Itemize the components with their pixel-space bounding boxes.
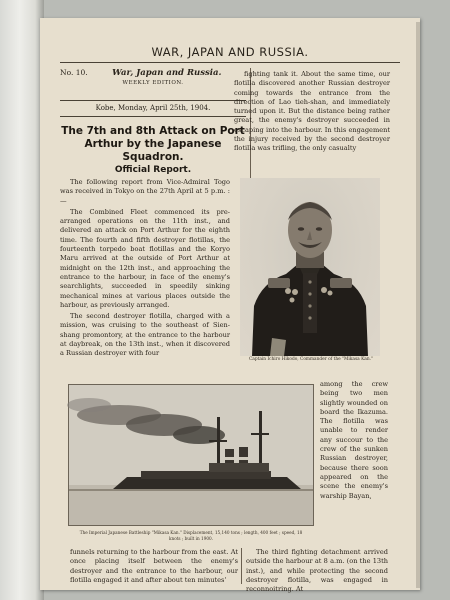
masthead-rule-bottom [60,116,246,117]
issue-number: No. 10. [60,68,88,77]
article-column-bottom-left [70,548,238,584]
page-edge [416,22,420,588]
article-column-left [60,178,230,376]
article-column-right-top [234,70,390,174]
battleship-image [69,385,313,525]
paragraph: funnels returning to the harbour from the east. At once placing itself between the enemy's destroyer and the entrance to the harbour, our flotilla engaged it and after about ten minutes' [70,548,238,584]
paragraph: The following report from Vice-Admiral Togo was received in Tokyo on the 27th April at 5 p.m. :— [60,178,230,205]
portrait-caption: Captain Ichiro Hikodo, Commander of the "Mikasa Kan." [249,357,373,362]
masthead [60,68,246,86]
newspaper-page [40,18,420,594]
header-rule [60,62,400,63]
album-binding [0,0,44,600]
portrait-photo [240,178,380,356]
battleship-photo [68,384,314,526]
paragraph: The Combined Fleet commenced its pre-arranged operations on the 11th inst., and delivered an attack on Port Arthur for the eighth time. The fourth and fifth destroyer flotillas, the fourteenth torpedo boat flotillas and the Koryo Maru arrived at the outside of Port Arthur at midnight on the 12th inst., and approaching the entrance to the harbour, in face of the enemy's searchlights, succeeded in speedily sinking mechanical mines at various places outside the harbour, as previously arranged. [60,207,230,309]
article-column-bottom-right [246,548,388,594]
paragraph: The third fighting detachment arrived outside the harbour at 8 a.m. (on the 13th inst.), and while protecting the second destroyer flotilla, was engaged in reconnoitring. At [246,548,388,594]
dateline: Kobe, Monday, April 25th, 1904. [95,104,211,112]
paragraph: among the crew being two men slightly wounded on board the Ikazuma. The flotilla was unable to render any succour to the crew of the sunken Russian destroyer, because there soon appeared on the scene the enemy's warship Bayan, [320,380,388,500]
running-title: WAR, JAPAN AND RUSSIA. [151,45,309,59]
admiral-portrait-image [240,178,380,356]
paragraph: fighting tank it. About the same time, our flotilla discovered another Russian destroyer coming towards the entrance from the direction of Lao tieh-shan, and immediately turned upon it. But the distance being rather great, the enemy's destroyer succeeded in escaping into the harbour. In this engagement the injury received by the second destroyer flotilla was trifling, the only casualty [234,70,390,153]
column-rule [241,548,242,584]
paragraph: The second destroyer flotilla, charged with a mission, was cruising to the southeast of Sien-shang promontory, at the entrance to the harbour at daybreak, on the 13th inst., when it discovered a Russian destroyer with four [60,312,230,358]
article-headline: The 7th and 8th Attack on Port Arthur by the Japanese Squadron. [61,125,245,163]
article-subheading: Official Report. [114,165,192,175]
edition-label: WEEKLY EDITION. [122,80,184,86]
masthead-title: War, Japan and Russia. [112,68,222,78]
article-column-right-middle [320,380,388,540]
battleship-caption: The Imperial Japanese Battleship "Mikasa Kan." Displacement, 15,140 tons ; length, 400 feet ; speed, 18 knots ; built in 1900. [79,530,303,541]
masthead-rule-top [60,100,246,101]
